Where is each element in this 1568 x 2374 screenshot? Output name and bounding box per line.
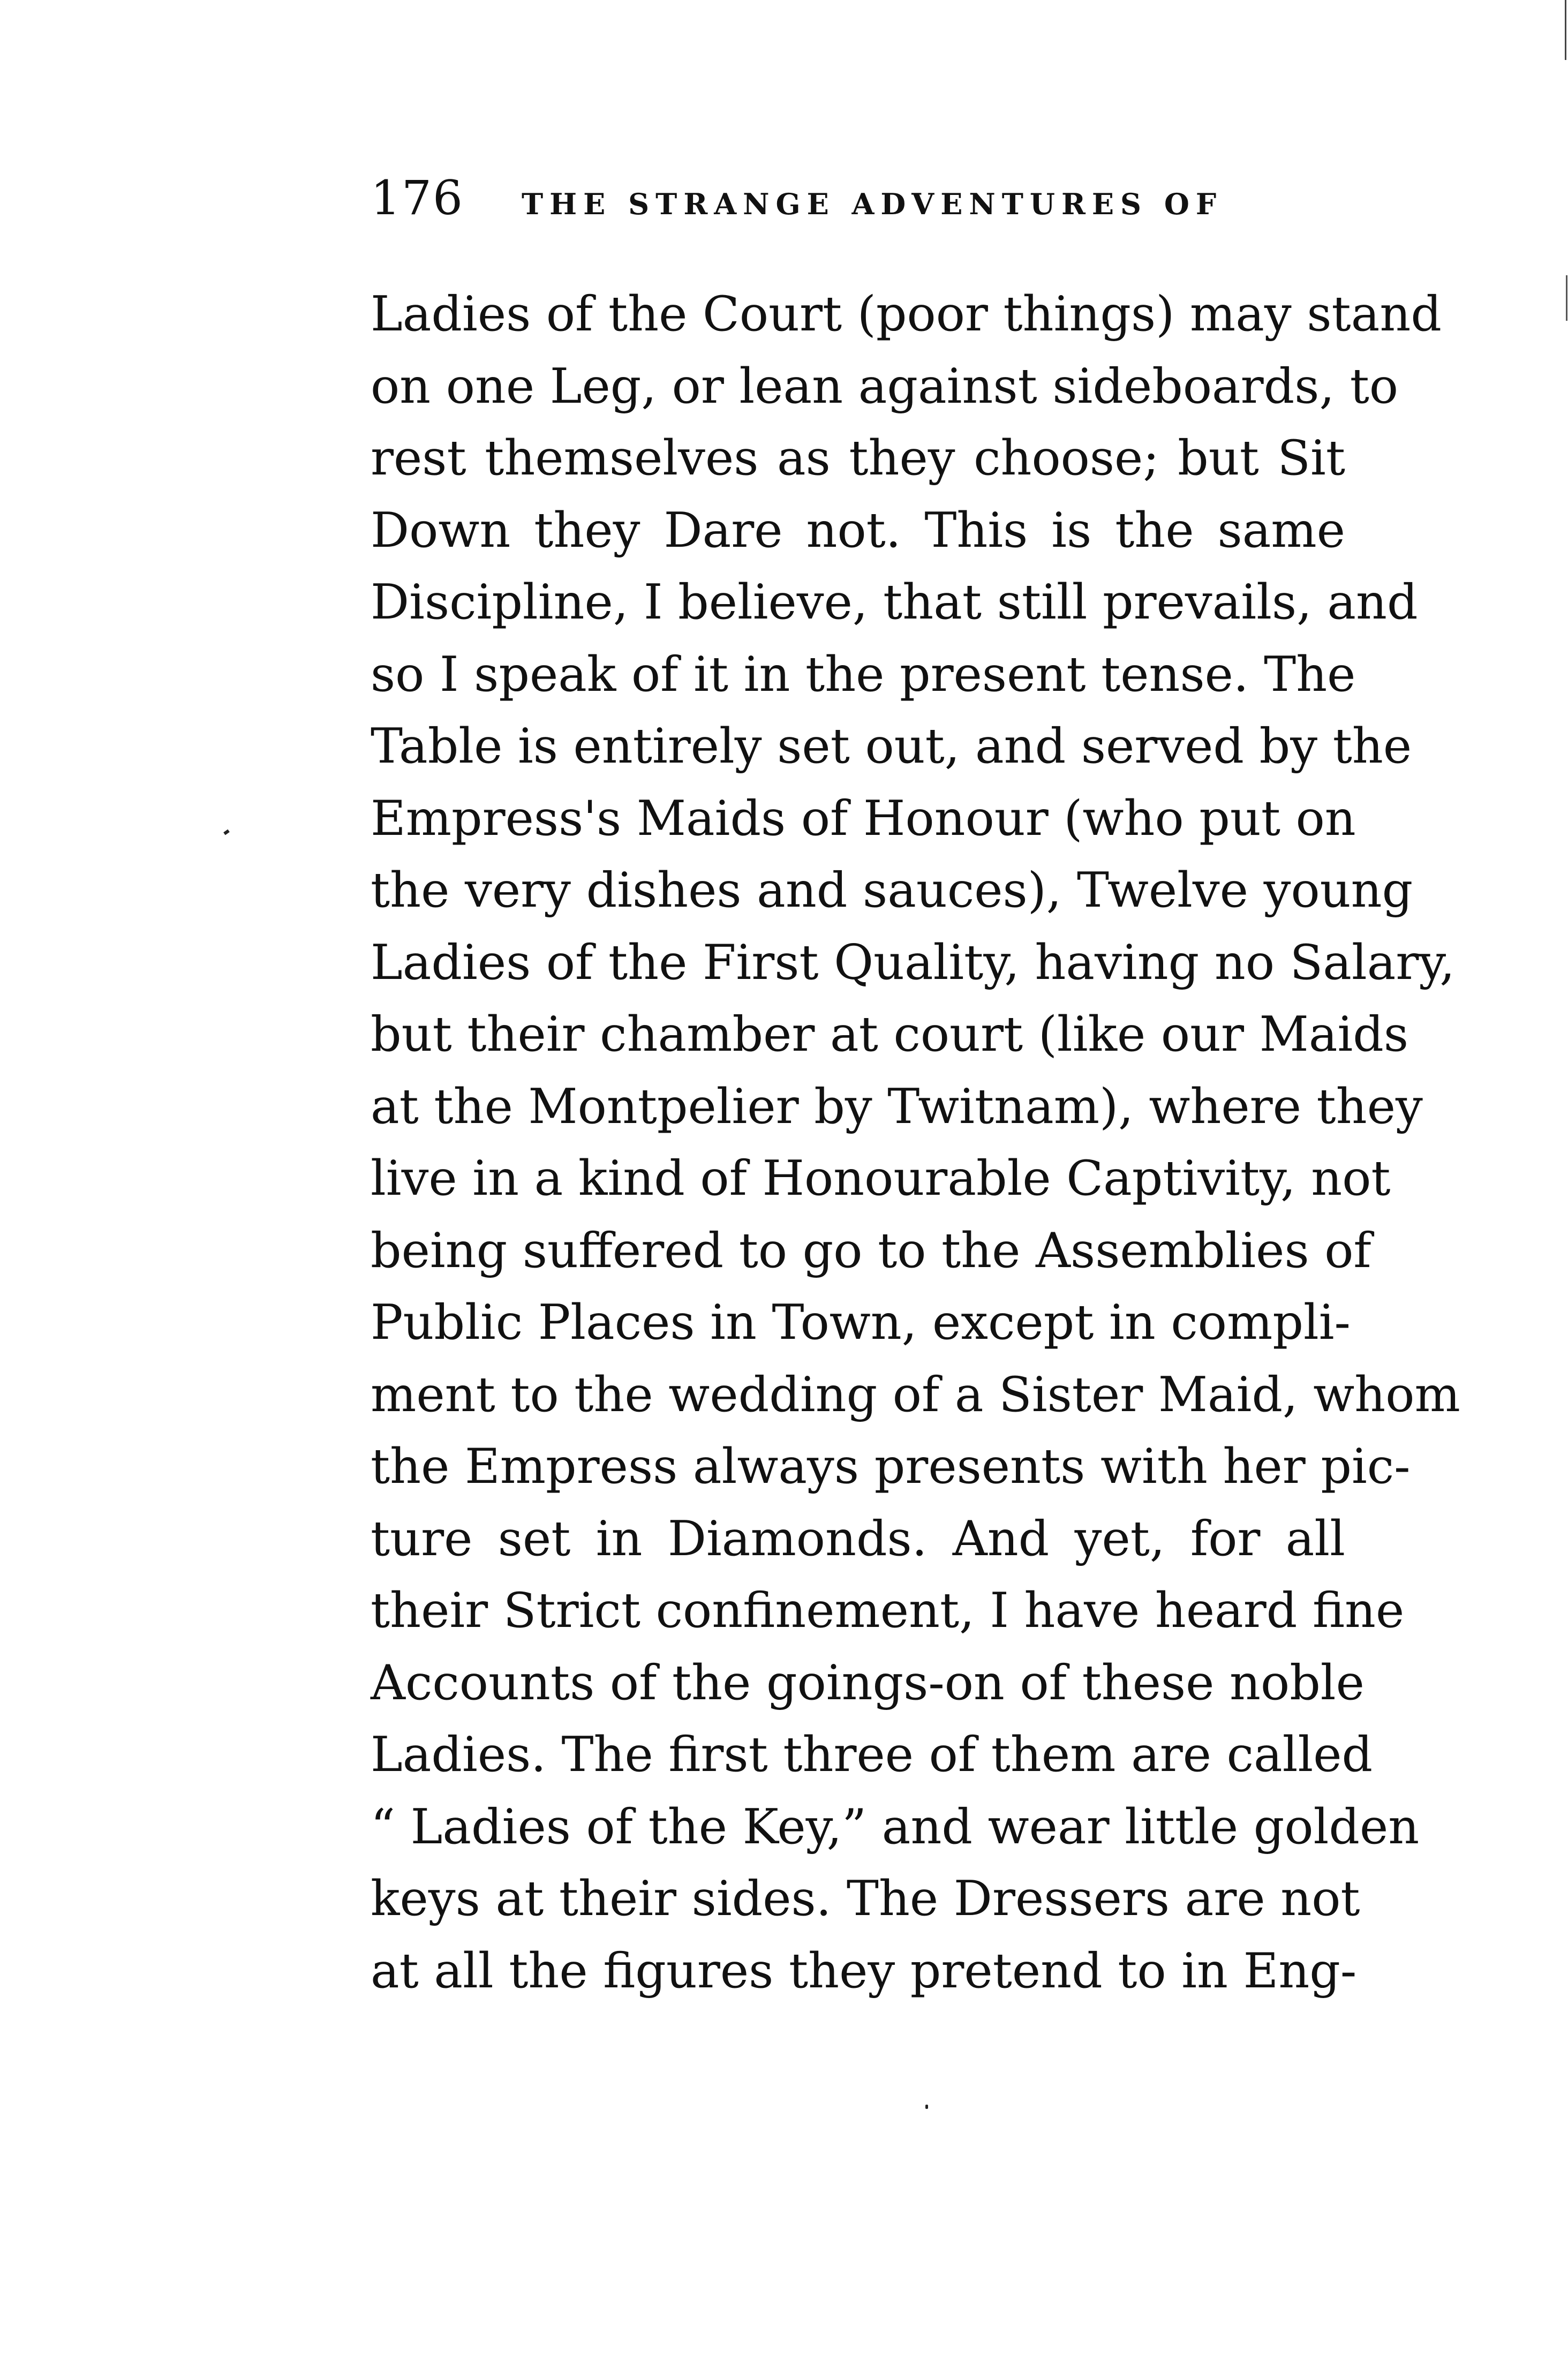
- text-line: at the Montpelier by Twitnam), where they: [371, 1078, 1423, 1135]
- scan-edge-mark: [1566, 275, 1567, 321]
- text-line: Accounts of the goings-on of these noble: [371, 1654, 1365, 1711]
- scan-edge-mark: [1565, 0, 1566, 60]
- text-line: on one Leg, or lean against sideboards, to: [371, 358, 1399, 414]
- text-line: Empress's Maids of Honour (who put on: [371, 790, 1356, 847]
- page-header: [371, 170, 1345, 235]
- text-line: Ladies of the Court (poor things) may stand: [371, 286, 1442, 342]
- text-line: Table is entirely set out, and served by the: [371, 718, 1412, 774]
- text-line: keys at their sides. The Dressers are not: [371, 1871, 1360, 1927]
- running-head: THE STRANGE ADVENTURES OF: [521, 187, 1223, 221]
- text-line: live in a kind of Honourable Captivity, not: [371, 1150, 1391, 1207]
- text-line: their Strict confinement, I have heard fine: [371, 1582, 1405, 1639]
- stray-ink-mark: [925, 2105, 928, 2109]
- text-line: Public Places in Town, except in compli-: [371, 1294, 1351, 1351]
- body-text: [371, 278, 1460, 2007]
- text-line: Discipline, I believe, that still prevails, and: [371, 574, 1418, 630]
- text-line: being suffered to go to the Assemblies of: [371, 1222, 1371, 1279]
- text-line: the Empress always presents with her pic-: [371, 1438, 1411, 1495]
- text-line: “ Ladies of the Key,” and wear little golden: [371, 1798, 1420, 1855]
- text-line: at all the figures they pretend to in Eng-: [371, 1942, 1357, 1999]
- text-line: ture set in Diamonds. And yet, for all: [371, 1510, 1345, 1567]
- text-line: Down they Dare not. This is the same: [371, 502, 1345, 559]
- text-line: the very dishes and sauces), Twelve young: [371, 862, 1413, 918]
- stray-ink-mark: [223, 830, 230, 835]
- text-line: so I speak of it in the present tense. The: [371, 646, 1356, 703]
- text-line: rest themselves as they choose; but Sit: [371, 430, 1345, 486]
- text-line: Ladies of the First Quality, having no Salary,: [371, 934, 1455, 991]
- text-line: Ladies. The first three of them are called: [371, 1727, 1373, 1783]
- text-line: but their chamber at court (like our Maids: [371, 1006, 1409, 1062]
- text-line: ment to the wedding of a Sister Maid, whom: [371, 1366, 1460, 1423]
- page-number: 176: [371, 170, 464, 225]
